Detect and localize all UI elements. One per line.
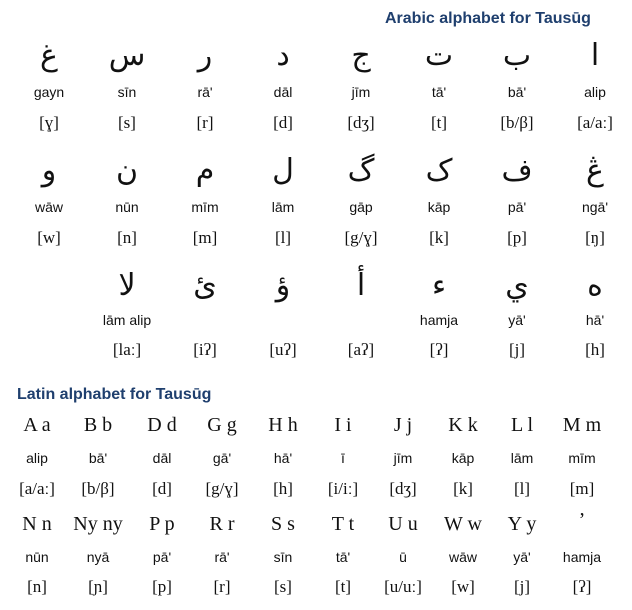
latin-letter: S s bbox=[271, 513, 295, 535]
ipa-value: [r] bbox=[213, 577, 231, 596]
ipa-value: [dʒ] bbox=[389, 479, 417, 498]
ipa-value: [ɣ] bbox=[39, 113, 59, 132]
ipa-value: [a/aː] bbox=[577, 113, 613, 132]
letter-name: yā' bbox=[513, 549, 531, 565]
ipa-value: [l] bbox=[513, 479, 531, 498]
arabic-letter: گ bbox=[347, 153, 375, 188]
arabic-letter: س bbox=[108, 38, 146, 73]
letter-name: jīm bbox=[351, 84, 371, 100]
ipa-value: [n] bbox=[117, 228, 137, 247]
arabic-letter: ک bbox=[425, 153, 453, 188]
arabic-letter: ڠ bbox=[586, 153, 604, 188]
ipa-value: [n] bbox=[27, 577, 47, 596]
letter-name: yā' bbox=[508, 312, 526, 328]
letter-name: hamja bbox=[562, 549, 602, 565]
letter-name: sīn bbox=[273, 549, 293, 565]
latin-letter: G g bbox=[207, 414, 237, 436]
letter-name: kāp bbox=[451, 450, 475, 466]
latin-letter: ’ bbox=[578, 509, 586, 531]
letter-name: wāw bbox=[34, 199, 64, 215]
letter-name: rā' bbox=[197, 84, 213, 100]
letter-name: tā' bbox=[335, 549, 351, 565]
ipa-value: [w] bbox=[37, 228, 61, 247]
ipa-value: [uʔ] bbox=[269, 340, 297, 359]
ipa-value: [t] bbox=[430, 113, 448, 132]
ipa-value: [k] bbox=[429, 228, 449, 247]
arabic-letter: م bbox=[195, 153, 215, 188]
latin-letter: W w bbox=[444, 513, 482, 535]
ipa-value: [g/ɣ] bbox=[205, 479, 239, 498]
latin-letter: Y y bbox=[507, 513, 537, 535]
letter-name: alip bbox=[26, 450, 48, 466]
ipa-value: [iʔ] bbox=[193, 340, 217, 359]
letter-name: pā' bbox=[152, 549, 172, 565]
latin-letter: T t bbox=[331, 513, 355, 535]
arabic-letter: ء bbox=[431, 268, 447, 303]
latin-letter: N n bbox=[22, 513, 52, 535]
ipa-value: [a/aː] bbox=[19, 479, 55, 498]
ipa-value: [ʔ] bbox=[572, 577, 592, 596]
arabic-letter: ر bbox=[197, 38, 213, 73]
arabic-letter: أ bbox=[356, 268, 366, 303]
letter-name: wāw bbox=[448, 549, 478, 565]
latin-letter: K k bbox=[448, 414, 478, 436]
arabic-letter: و bbox=[41, 153, 57, 188]
ipa-value: [t] bbox=[334, 577, 352, 596]
ipa-value: [b/β] bbox=[500, 113, 534, 132]
letter-name: dāl bbox=[273, 84, 293, 100]
arabic-letter: ن bbox=[115, 153, 139, 188]
ipa-value: [laː] bbox=[112, 340, 142, 359]
letter-name: kāp bbox=[427, 199, 451, 215]
letter-name: bā' bbox=[507, 84, 527, 100]
latin-letter: U u bbox=[388, 513, 418, 535]
ipa-value: [ŋ] bbox=[585, 228, 605, 247]
ipa-value: [d] bbox=[152, 479, 172, 498]
letter-name: gāp bbox=[349, 199, 373, 215]
arabic-letter: ئ bbox=[193, 268, 217, 303]
letter-name: nūn bbox=[115, 199, 139, 215]
letter-name: bā' bbox=[88, 450, 108, 466]
latin-letter: Ny ny bbox=[73, 513, 123, 535]
latin-letter: R r bbox=[209, 513, 235, 535]
letter-name: nūn bbox=[25, 549, 49, 565]
latin-letter: J j bbox=[393, 414, 413, 436]
ipa-value: [m] bbox=[569, 479, 595, 498]
letter-name: lām bbox=[510, 450, 534, 466]
ipa-value: [u/uː] bbox=[384, 577, 422, 596]
letter-name: ū bbox=[399, 549, 407, 565]
latin-letter: L l bbox=[510, 414, 534, 436]
arabic-letter: ت bbox=[424, 38, 454, 73]
arabic-letter: ه bbox=[587, 268, 603, 303]
ipa-value: [p] bbox=[507, 228, 527, 247]
latin-letter: M m bbox=[562, 414, 602, 436]
ipa-value: [l] bbox=[274, 228, 292, 247]
ipa-value: [dʒ] bbox=[347, 113, 375, 132]
latin-letter: P p bbox=[149, 513, 175, 535]
arabic-alphabet-title: Arabic alphabet for Tausūg bbox=[385, 10, 591, 27]
arabic-letter: غ bbox=[40, 38, 58, 73]
letter-name: dāl bbox=[152, 450, 172, 466]
ipa-value: [k] bbox=[453, 479, 473, 498]
latin-letter: H h bbox=[268, 414, 298, 436]
ipa-value: [w] bbox=[451, 577, 475, 596]
ipa-value: [s] bbox=[118, 113, 136, 132]
letter-name: ī bbox=[341, 450, 345, 466]
ipa-value: [aʔ] bbox=[347, 340, 375, 359]
letter-name: lām bbox=[271, 199, 295, 215]
letter-name: hā' bbox=[273, 450, 293, 466]
arabic-letter: د bbox=[276, 38, 290, 73]
letter-name: mīm bbox=[568, 450, 596, 466]
ipa-value: [p] bbox=[152, 577, 172, 596]
latin-alphabet-title: Latin alphabet for Tausūg bbox=[17, 386, 212, 403]
ipa-value: [h] bbox=[585, 340, 605, 359]
letter-name: gayn bbox=[33, 84, 65, 100]
latin-letter: I i bbox=[334, 414, 352, 436]
ipa-value: [m] bbox=[192, 228, 218, 247]
ipa-value: [ɲ] bbox=[88, 577, 108, 596]
letter-name: ngā' bbox=[581, 199, 609, 215]
letter-name: alip bbox=[584, 84, 606, 100]
latin-letter: A a bbox=[23, 414, 51, 436]
ipa-value: [s] bbox=[274, 577, 292, 596]
letter-name: hā' bbox=[585, 312, 605, 328]
arabic-letter: ؤ bbox=[275, 268, 291, 303]
ipa-value: [b/β] bbox=[81, 479, 115, 498]
latin-letter: B b bbox=[83, 414, 113, 436]
letter-name: gā' bbox=[212, 450, 232, 466]
letter-name: sīn bbox=[117, 84, 137, 100]
latin-letter: D d bbox=[147, 414, 177, 436]
arabic-letter: ب bbox=[502, 38, 532, 73]
ipa-value: [j] bbox=[508, 340, 526, 359]
ipa-value: [d] bbox=[273, 113, 293, 132]
arabic-letter: ي bbox=[505, 268, 529, 303]
letter-name: tā' bbox=[431, 84, 447, 100]
letter-name: pā' bbox=[507, 199, 527, 215]
letter-name: lām alip bbox=[102, 312, 152, 328]
arabic-letter: ف bbox=[501, 153, 533, 188]
letter-name: jīm bbox=[393, 450, 413, 466]
letter-name: nyā bbox=[86, 549, 110, 565]
ipa-value: [r] bbox=[196, 113, 214, 132]
ipa-value: [i/iː] bbox=[327, 479, 359, 498]
ipa-value: [ʔ] bbox=[429, 340, 449, 359]
arabic-letter: ا bbox=[590, 38, 600, 73]
arabic-letter: ج bbox=[351, 38, 371, 73]
letter-name: rā' bbox=[214, 549, 230, 565]
ipa-value: [g/ɣ] bbox=[344, 228, 378, 247]
ipa-value: [h] bbox=[273, 479, 293, 498]
ipa-value: [j] bbox=[513, 577, 531, 596]
arabic-letter: لا bbox=[118, 268, 136, 303]
letter-name: hamja bbox=[419, 312, 459, 328]
letter-name: mīm bbox=[191, 199, 219, 215]
arabic-letter: ل bbox=[272, 153, 294, 188]
